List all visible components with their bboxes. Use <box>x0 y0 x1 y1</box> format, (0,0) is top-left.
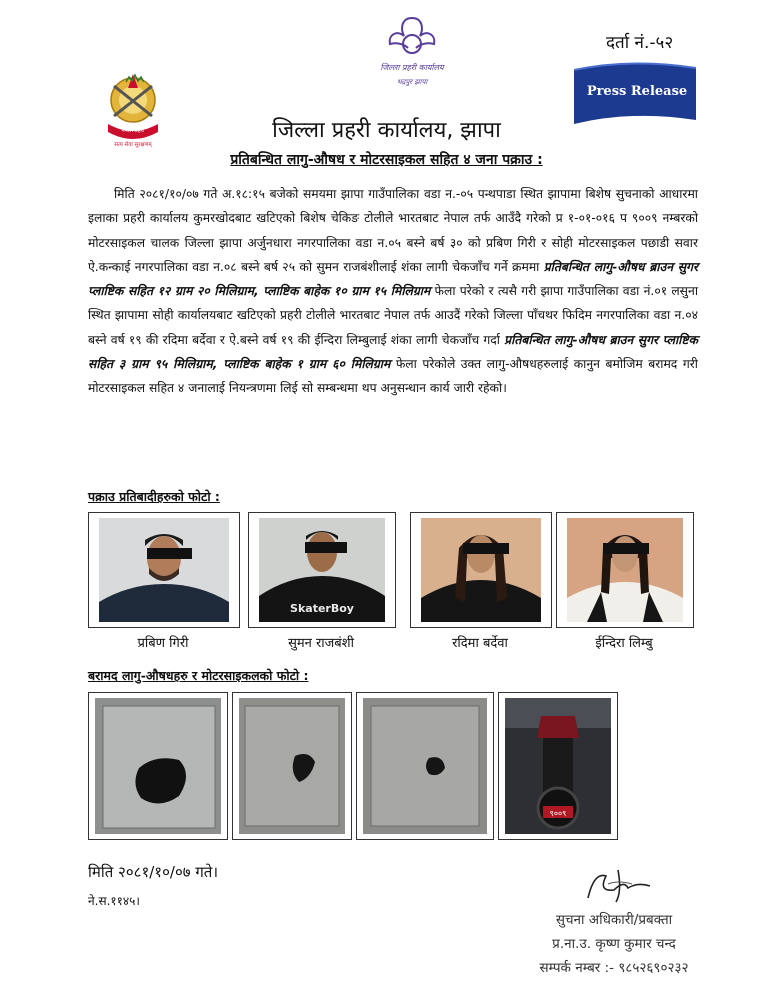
suspect-photo-3 <box>410 512 552 628</box>
signatory-name: प्र.ना.उ. कृष्ण कुमार चन्द <box>552 936 676 952</box>
darta-number: दर्ता नं.-५२ <box>606 33 674 53</box>
suspect-name-1: प्रबिण गिरी <box>137 636 189 651</box>
signatory-role: सुचना अधिकारी/प्रबक्ता <box>555 912 673 928</box>
seized-photo-3 <box>356 692 494 840</box>
seized-motorcycle-image <box>505 698 611 834</box>
suspect-image-4 <box>567 518 683 622</box>
body-text: मिति २०८१/१०/०७ गते अ.१८:१५ बजेको समयमा झापा गाउँपालिका वडा न.-०५ पन्थपाडा स्थित झापामा बिशेष सुचनाको आधारमा इलाका प्रहरी कार्यालय कुमरखोदबाट खटिएको बिशेष चेकिङ टोलीले भारतबाट नेपाल तर्फ आउँदै गरेको प्र १-०१-०१६ प ९००९ नम्बरको मोटरसाइकल चालक जिल्ला झापा अर्जुनधारा नगरपालिका वडा न.०५ बस्ने बर्ष ३० को प्रबिण गिरी र सोही मोटरसाइकल पछाडी सवार ऐ.कन्काई नगरपालिका वडा न.०८ बस्ने बर्ष २५ को सुमन राजबंशीलाई शंका लागी चेकजाँच गर्ने क्रममा <box>88 187 698 274</box>
seal-line1: जिल्ला प्रहरी कार्यालय <box>380 63 444 72</box>
body-paragraph <box>88 182 698 401</box>
suspect-image-1 <box>99 518 229 622</box>
logo-left-line1: नेपाल प्रहरी <box>121 128 145 134</box>
suspect-image-3 <box>421 518 541 622</box>
press-release-label: Press Release <box>586 84 688 99</box>
face-censor-bar <box>305 542 347 553</box>
district-office-seal <box>360 14 464 102</box>
footer-date: मिति २०८१/१०/०७ गते। <box>88 863 219 881</box>
headline-text: प्रतिबन्धित लागु-औषध र मोटरसाइकल सहित ४ जना पक्राउ : <box>230 152 543 168</box>
seal-line2: भद्रपुर झापा <box>396 78 428 86</box>
seized-section-label: बरामद लागु-औषधहरु र मोटरसाइकलको फोटो : <box>88 668 309 683</box>
body-text: फेला परेकोले उक्त लागु-औषधहरुलाई कानुन बमोजिम बरामद गरी मोटरसाइकल सहित ४ जनालाई नियन्त्रणमा लिई सो सम्बन्धमा थप अनुसन्धान कार्य जारी रहेको। <box>88 357 698 396</box>
footer-reference: ने.स.११४५। <box>88 894 140 908</box>
seized-drug-image-2 <box>239 698 345 834</box>
signature <box>558 862 708 910</box>
suspect-photo-4 <box>556 512 694 628</box>
suspect-photo-2 <box>248 512 396 628</box>
suspect-name-3: रदिमा बर्देवा <box>452 636 508 651</box>
office-title: जिल्ला प्रहरी कार्यालय, झापा <box>272 118 501 143</box>
face-censor-bar <box>147 548 192 559</box>
seized-photo-2 <box>232 692 352 840</box>
seized-drug-image-1 <box>95 698 221 834</box>
body-emphasis-text: प्रतिबन्धित लागु-औषध ब्राउन सुगर प्लाष्टिक सहित १२ ग्राम २० मिलिग्राम, प्लाष्टिक बाहेक १० ग्राम १५ मिलिग्राम <box>88 259 698 299</box>
seized-photo-1 <box>88 692 228 840</box>
suspect-name-2: सुमन राजबंशी <box>288 636 354 651</box>
plate-text: ९००९ <box>549 809 567 818</box>
suspect-name-4: ईन्दिरा लिम्बु <box>595 636 653 651</box>
headline <box>0 150 773 169</box>
suspects-section-label: पक्राउ प्रतिबादीहरुको फोटो : <box>88 489 220 504</box>
signatory-contact: सम्पर्क नम्बर :- ९८५२६९०२३२ <box>539 960 689 976</box>
face-censor-bar <box>603 543 649 554</box>
body-text: फेला परेको र त्यसै गरी झापा गाउँपालिका वडा नं.०१ लसुना स्थित झापामा सोही कार्यालयबाट खटिएको प्रहरी टोलीले भारतबाट नेपाल तर्फ आउदैं गरेको जिल्ला पाँचथर फिदिम नगरपालिका वडा न.०४ बस्ने वर्ष १९ की रदिमा बर्देवा र ऐ.बस्ने वर्ष १९ की ईन्दिरा लिम्बुलाई शंका लागी चेकजाँच गर्दा <box>88 284 699 347</box>
suspect-image-2 <box>259 518 385 622</box>
face-censor-bar <box>463 543 509 554</box>
suspect-photo-1 <box>88 512 240 628</box>
seized-drug-image-3 <box>363 698 487 834</box>
body-emphasis-text: प्रतिबन्धित लागु-औषध ब्राउन सुगर प्लाष्टिक सहित ३ ग्राम ९५ मिलिग्राम, प्लाष्टिक बाहेक १ ग्राम ६० मिलिग्राम <box>88 332 698 372</box>
shirt-text: SkaterBoy <box>290 602 354 615</box>
seized-motorcycle-photo <box>498 692 618 840</box>
logo-left-line2: सत्य सेवा सुरक्षणम् <box>114 142 152 148</box>
